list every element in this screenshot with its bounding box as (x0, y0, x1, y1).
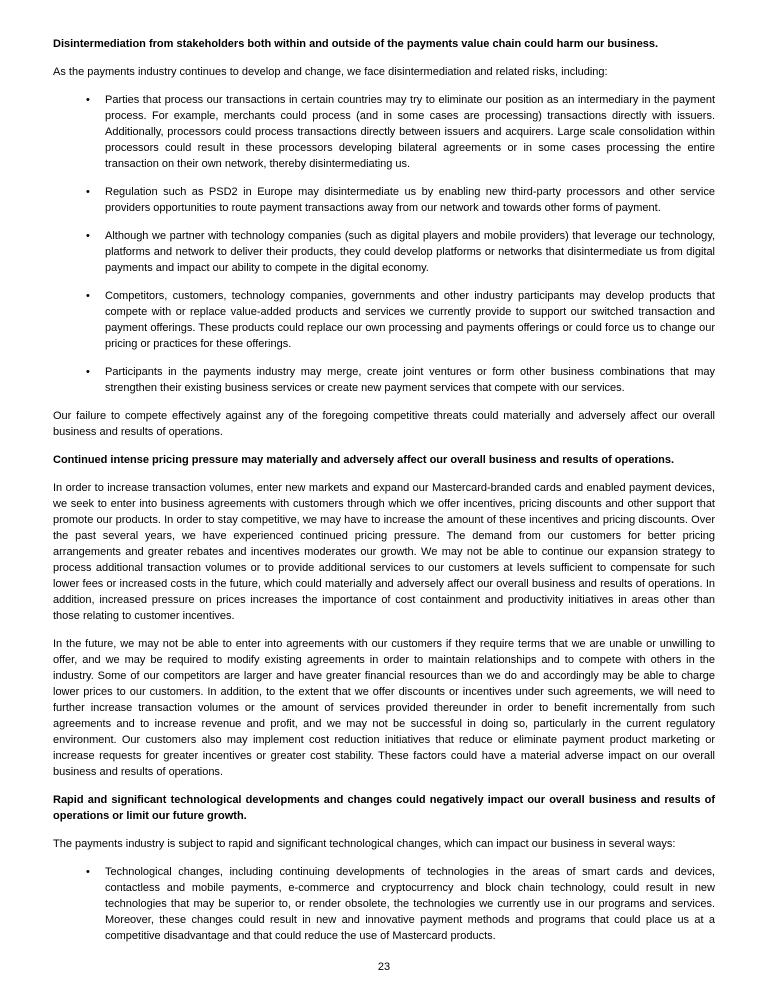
section-heading: Continued intense pricing pressure may materially and adversely affect our overall business and results of operations. (53, 454, 675, 466)
body-paragraph: In order to increase transaction volumes, enter new markets and expand our Mastercard-branded cards and enabled payment devices, we seek to enter into business agreements with customers through which we offer incentives, pricing discounts and other support that promote our products. In order to stay competitive, we may have to increase the amount of these incentives and pricing discounts. Over the past several years, we have experienced continued pricing pressure. The demand from our customers for better pricing arrangements and greater rebates and incentives moderates our growth. We may not be able to continue our expansion strategy to process additional transaction volumes or to provide additional services to our customers at levels sufficient to compensate for such lower fees or increased costs in the future, which could materially and adversely affect our overall business and results of operations. In addition, increased pressure on prices increases the importance of cost containment and productivity initiatives in areas other than those relating to customer incentives. (53, 482, 715, 622)
bullet-item: • Parties that process our transactions in certain countries may try to eliminate our position as an intermediary in the payment process. For example, merchants could process (and in some cases are processing) transactions directly with issuers. Additionally, processors could process transactions directly between issuers and acquirers. Large scale consolidation within processors could result in these processors developing bilateral agreements or in some cases processing the entire transaction on their own network, thereby disintermediating us. (53, 92, 715, 172)
document-body (53, 36, 715, 944)
body-paragraph: In the future, we may not be able to enter into agreements with our customers if they require terms that we are unable or unwilling to offer, and we may be required to modify existing agreements in order to maintain relationships and to compete with others in the industry. Some of our competitors are larger and have greater financial resources than we do and accordingly may be able to charge lower prices to our customers. In addition, to the extent that we offer discounts or incentives under such agreements, we will need to further increase transaction volumes or the amount of services provided thereunder in order to benefit incrementally from such agreements and to increase revenue and profit, and we may not be successful in doing so, particularly in the current regulatory environment. Our customers also may implement cost reduction initiatives that reduce or eliminate payment product marketing or increase requests for greater incentives or greater cost stability. These factors could have a material adverse impact on our overall business and results of operations. (53, 638, 715, 778)
bullet-list (53, 864, 715, 944)
section-heading: Rapid and significant technological developments and changes could negatively impact our overall business and results of operations or limit our future growth. (53, 794, 715, 822)
body-paragraph: The payments industry is subject to rapid and significant technological changes, which can impact our business in several ways: (53, 838, 676, 850)
bullet-item: • Participants in the payments industry may merge, create joint ventures or form other business combinations that may strengthen their existing business services or create new payment services that compete with our services. (53, 364, 715, 396)
body-paragraph: Our failure to compete effectively against any of the foregoing competitive threats could materially and adversely affect our overall business and results of operations. (53, 410, 715, 438)
body-paragraph: As the payments industry continues to develop and change, we face disintermediation and related risks, including: (53, 66, 608, 78)
bullet-item: • Regulation such as PSD2 in Europe may disintermediate us by enabling new third-party processors and other service providers opportunities to route payment transactions away from our network and towards other forms of payment. (53, 184, 715, 216)
bullet-item: • Although we partner with technology companies (such as digital players and mobile providers) that leverage our technology, platforms and network to deliver their products, they could develop platforms or networks that disintermediate us from digital payments and impact our ability to compete in the digital economy. (53, 228, 715, 276)
bullet-item: • Technological changes, including continuing developments of technologies in the areas of smart cards and devices, contactless and mobile payments, e-commerce and cryptocurrency and block chain technology, could result in new technologies that may be superior to, or render obsolete, the technologies we currently use in our programs and services. Moreover, these changes could result in new and innovative payment methods and programs that could place us at a competitive disadvantage and that could reduce the use of Mastercard products. (53, 864, 715, 944)
bullet-list (53, 92, 715, 396)
bullet-item: • Competitors, customers, technology companies, governments and other industry participants may develop products that compete with or replace value-added products and services we currently provide to support our switched transaction and payment offerings. These products could replace our own processing and payments offerings or could force us to change our pricing or practices for these offerings. (53, 288, 715, 352)
page-number: 23 (377, 961, 391, 973)
section-heading: Disintermediation from stakeholders both within and outside of the payments value chain could harm our business. (53, 38, 659, 50)
